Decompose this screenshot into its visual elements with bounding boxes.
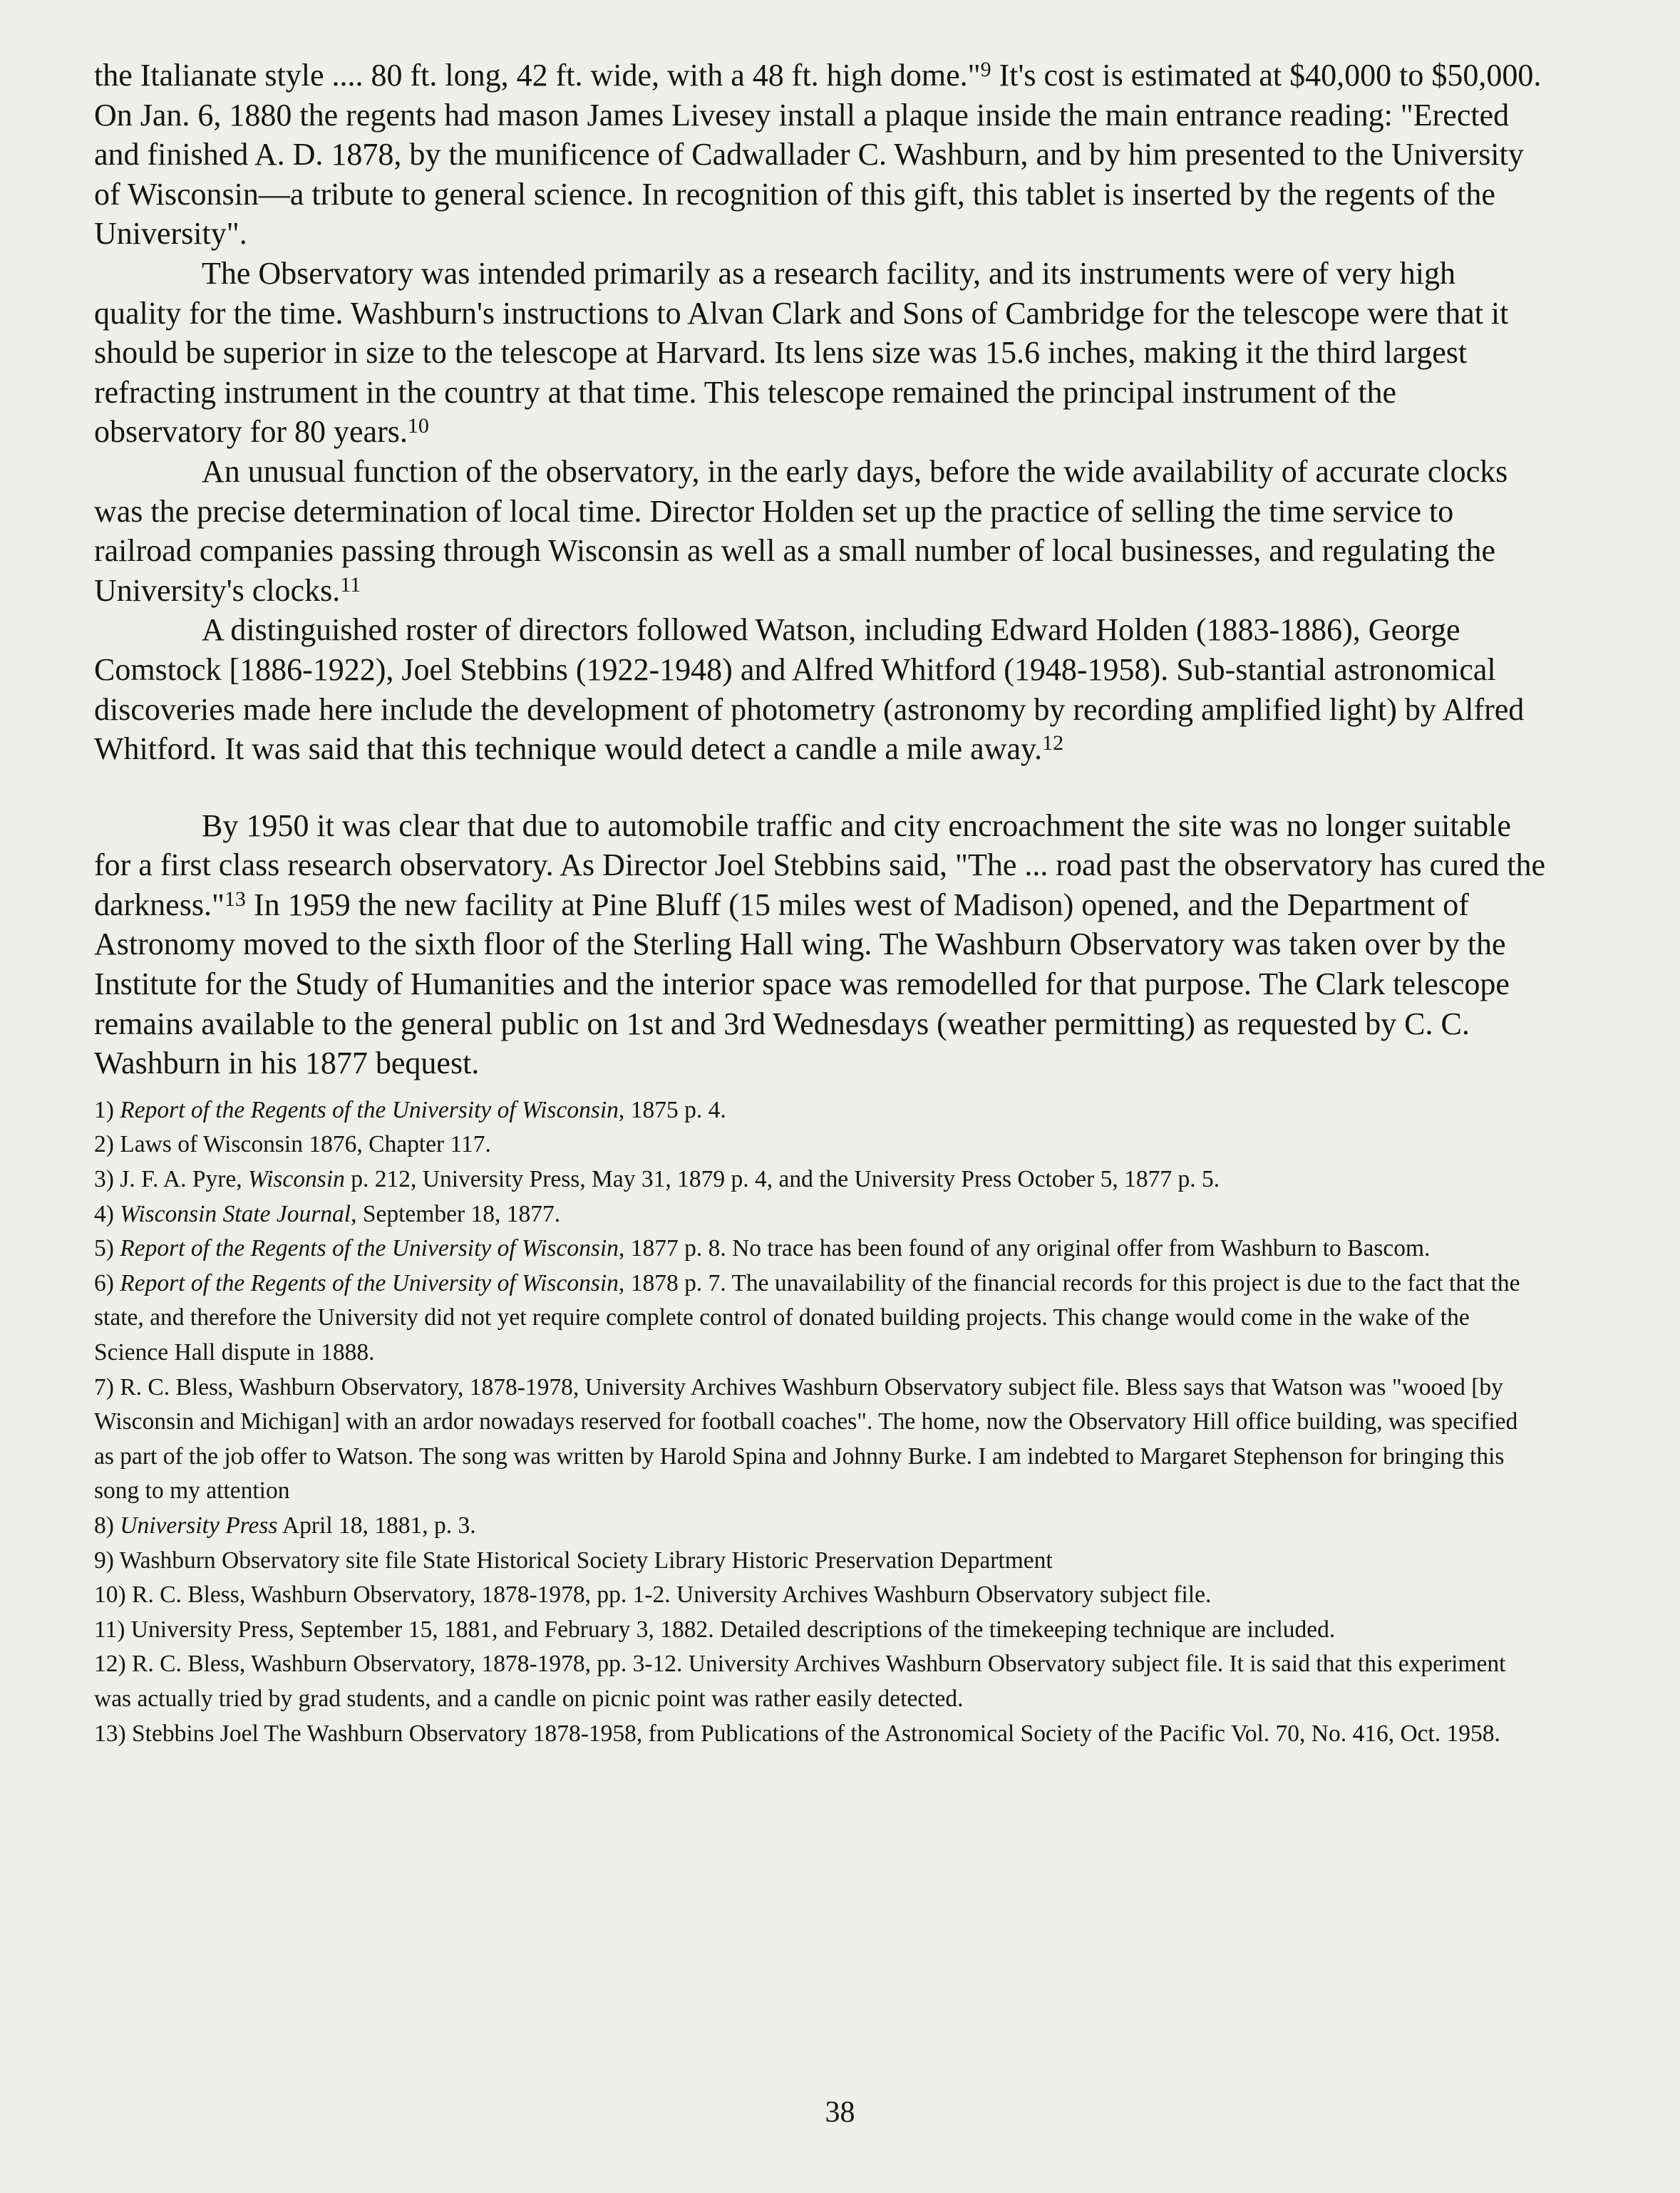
paragraph-research-facility: The Observatory was intended primarily as a research facility, and its instruments were of very high quality for the time. Washburn's instructions to Alvan Clark and Sons of Cambridge for the telescope were that it should be superior in size to the telescope at Harvard. Its lens size was 15.6 inches, making it the third largest refracting instrument in the country at that time. This telescope remained the principal instrument of the observatory for 80 years.$^{10}$	[94, 255, 1509, 450]
footnote-ref-9: 9	[980, 58, 991, 81]
paragraph-italianate: the Italianate style .... 80 ft. long, 42 ft. wide, with a 48 ft. high dome."$^9$ It's cost is estimated at $40,000 to $50,000. On Jan. 6, 1880 the regents had mason James Livesey install a plaque inside the main entrance reading: "Erected and finished A. D. 1878, by the munificence of Cadwallader C. Washburn, and by him presented to the University of Wisconsin—a tribute to general science. In recognition of this gift, this tablet is inserted by the regents of the University".	[94, 58, 1542, 252]
footnote-10: 10) R. C. Bless, Washburn Observatory, 1878-1978, pp. 1-2. University Archives Washburn Observatory subject file.	[94, 1581, 1212, 1609]
footnote-8: 8) University Press April 18, 1881, p. 3.	[94, 1512, 476, 1539]
footnote-ref-11: 11	[340, 572, 361, 597]
footnote-13: 13) Stebbins Joel The Washburn Observatory 1878-1958, from Publications of the Astronomical Society of the Pacific Vol. 70, No. 416, Oct. 1958.	[94, 1720, 1500, 1747]
page-number: 38	[825, 2096, 855, 2129]
footnote-ref-13: 13	[224, 887, 246, 911]
paragraph-gap	[94, 769, 1548, 806]
footnote-11: 11) University Press, September 15, 1881, and February 3, 1882. Detailed descriptions of the timekeeping technique are included.	[94, 1616, 1336, 1643]
footnote-5: 5) Report of the Regents of the University of Wisconsin, 1877 p. 8. No trace has been found of any original offer from Washburn to Bascom.	[94, 1235, 1431, 1262]
footnote-6: 6) Report of the Regents of the University of Wisconsin, 1878 p. 7. The unavailability of the financial records for this project is due to the fact that the state, and therefore the University did not yet require complete control of donated building projects. This change would come in the wake of the Science Hall dispute in 1888.	[94, 1269, 1520, 1366]
footnote-7: 7) R. C. Bless, Washburn Observatory, 1878-1978, University Archives Washburn Observatory subject file. Bless says that Watson was "wooed [by Wisconsin and Michigan] with an ardor nowadays reserved for football coaches". The home, now the Observatory Hill office building, was specified as part of the job offer to Watson. The song was written by Harold Spina and Johnny Burke. I am indebted to Margaret Stephenson for bringing this song to my attention	[94, 1373, 1518, 1505]
footnote-9: 9) Washburn Observatory site file State Historical Society Library Historic Preservation Department	[94, 1547, 1053, 1574]
body-text	[94, 56, 1548, 1083]
footnote-ref-12: 12	[1042, 731, 1064, 755]
footnote-ref-10: 10	[407, 414, 429, 438]
page-content	[94, 56, 1548, 1751]
footnote-4: 4) Wisconsin State Journal, September 18, 1877.	[94, 1200, 561, 1227]
footnote-2: 2) Laws of Wisconsin 1876, Chapter 117.	[94, 1131, 491, 1158]
paragraph-local-time: An unusual function of the observatory, in the early days, before the wide availability of accurate clocks was the precise determination of local time. Director Holden set up the practice of selling the time service to railroad companies passing through Wisconsin as well as a small number of local businesses, and regulating the University's clocks.$^{11}$	[94, 453, 1508, 608]
footnote-1: 1) Report of the Regents of the University of Wisconsin, 1875 p. 4.	[94, 1096, 726, 1123]
paragraph-directors: A distinguished roster of directors followed Watson, including Edward Holden (1883-1886), George Comstock [1886-1922), Joel Stebbins (1922-1948) and Alfred Whitford (1948-1958). Sub-stantial astronomical discoveries made here include the development of photometry (astronomy by recording amplified light) by Alfred Whitford. It was said that this technique would detect a candle a mile away.$^{12}$	[94, 612, 1525, 767]
footnote-12: 12) R. C. Bless, Washburn Observatory, 1878-1978, pp. 3-12. University Archives Washburn Observatory subject file. It is said that this experiment was actually tried by grad students, and a candle on picnic point was rather easily detected.	[94, 1651, 1506, 1712]
paragraph-1950-relocation: By 1950 it was clear that due to automobile traffic and city encroachment the site was no longer suitable for a first class research observatory. As Director Joel Stebbins said, "The ... road past the observatory has cured the darkness."$^{13}$ In 1959 the new facility at Pine Bluff (15 miles west of Madison) opened, and the Department of Astronomy moved to the sixth floor of the Sterling Hall wing. The Washburn Observatory was taken over by the Institute for the Study of Humanities and the interior space was remodelled for that purpose. The Clark telescope remains available to the general public on 1st and 3rd Wednesdays (weather permitting) as requested by C. C. Washburn in his 1877 bequest.	[94, 807, 1546, 1081]
footnotes	[94, 1093, 1548, 1751]
footnote-3: 3) J. F. A. Pyre, Wisconsin p. 212, University Press, May 31, 1879 p. 4, and the University Press October 5, 1877 p. 5.	[94, 1166, 1220, 1193]
